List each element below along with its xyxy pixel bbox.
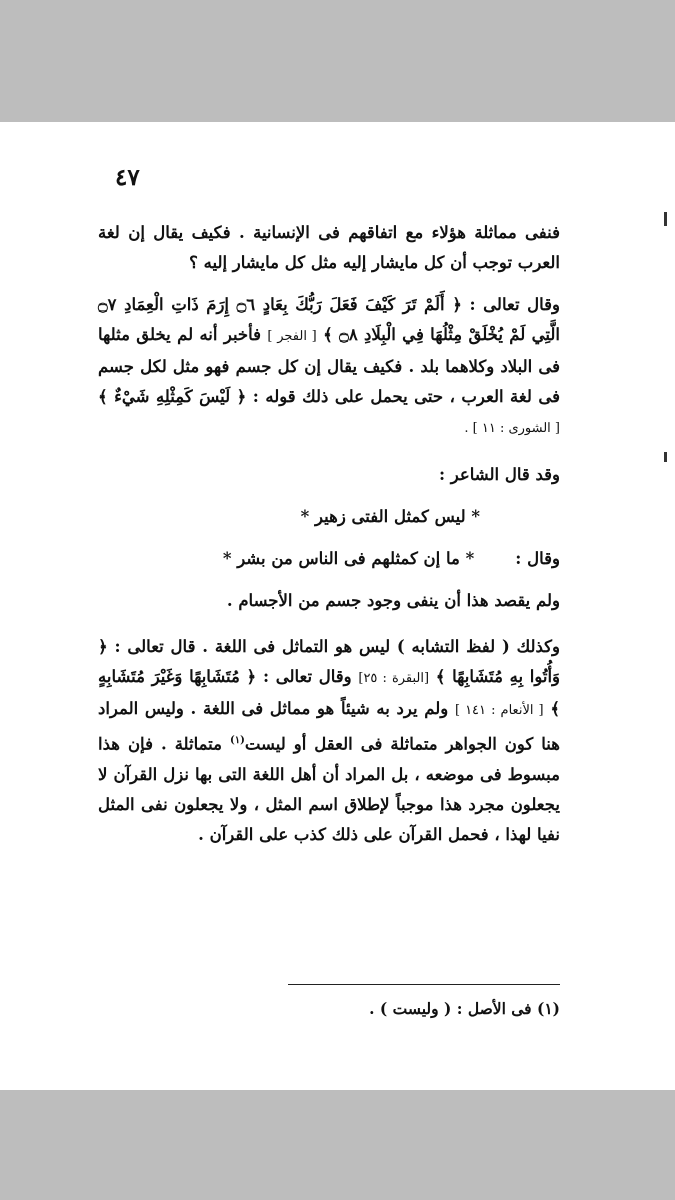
paragraph-3: وقد قال الشاعر : — [438, 465, 560, 484]
footnote: (١) فى الأصل : ( وليست ) . — [369, 999, 560, 1018]
quran-verse-baqara: ﴿ وَأُتُوا بِهِ مُتَشَابِهًا ﴾ — [98, 637, 561, 686]
quran-verse-anam: ﴿ مُتَشَابِهًا وَغَيْرَ مُتَشَابِهٍ ﴾ — [98, 667, 560, 718]
paragraph-5-c: ولم يرد به شيئاً هو مماثل فى اللغة . وليس المراد هنا كون الجواهر متماثلة فى العقل أو ليست — [98, 699, 560, 754]
paragraph-4: ولم يقصد هذا أن ينفى وجود جسم من الأجسام . — [226, 591, 560, 610]
paragraph-2-rest: فأخبر أنه لم يخلق مثلها فى البلاد وكلاهما بلد . فكيف يقال إن كل جسم فهو مثل لكل جسم فى لغة العرب ، حتى يحمل على ذلك قوله : — [98, 325, 561, 406]
verse-reference-fajr: [ الفجر ] — [267, 329, 317, 344]
page-edge-mark-top — [664, 212, 667, 226]
paragraph-5-a: وكذلك ( لفظ التشابه ) ليس هو التماثل فى اللغة . قال تعالى : — [114, 637, 560, 656]
quran-verse-fajr: ﴿ أَلَمْ تَرَ كَيْفَ فَعَلَ رَبُّكَ بِعَادٍ ۝٦ إِرَمَ ذَاتِ الْعِمَادِ ۝٧ الَّتِي لَمْ يُخْلَقْ مِثْلُهَا فِي الْبِلَادِ ۝٨ ﴾ — [98, 295, 560, 344]
verse-reference-anam: [ الأنعام : ١٤١ ] — [454, 703, 544, 718]
paragraph-5-d: متماثلة . فإن هذا مبسوط فى موضعه ، بل المراد أن أهل اللغة التى بها نزل القرآن لا يجعلون مجرد هذا موجباً لإطلاق اسم المثل ، ولا يجعلون نفى المثل نفيا لهذا ، فحمل القرآن على ذلك كذب على القرآن . — [98, 734, 560, 844]
verse-reference-shura: [ الشورى : ١١ ] . — [464, 421, 560, 436]
page-edge-mark-mid — [664, 452, 667, 462]
paragraph-5 — [98, 632, 560, 850]
footnote-separator — [288, 984, 560, 985]
verse-reference-baqara: [البقرة : ٢٥] — [358, 671, 430, 686]
book-page — [0, 122, 675, 1090]
poem-line-2 — [98, 544, 560, 574]
poem-line-2-text: * ما إن كمثلهم فى الناس من بشر * — [222, 549, 475, 568]
paragraph-2-intro: وقال تعالى : — [469, 295, 561, 314]
paragraph-1: فنفى مماثلة هؤلاء مع اتفاقهم فى الإنسانية . فكيف يقال إن لغة العرب توجب أن كل مايشار إليه مثل كل مايشار إليه ؟ — [98, 223, 560, 272]
body-text — [98, 218, 560, 850]
footnote-marker: (١) — [230, 735, 245, 746]
poem-line-2-label: وقال : — [515, 549, 560, 568]
poem-line-1: * ليس كمثل الفتى زهير * — [300, 507, 480, 526]
quran-verse-shura: ﴿ لَيْسَ كَمِثْلِهِ شَيْءٌ ﴾ — [98, 387, 247, 406]
paragraph-5-b: وقال تعالى : — [262, 667, 352, 686]
paragraph-2 — [98, 290, 560, 444]
page-number: ٤٧ — [115, 164, 140, 191]
